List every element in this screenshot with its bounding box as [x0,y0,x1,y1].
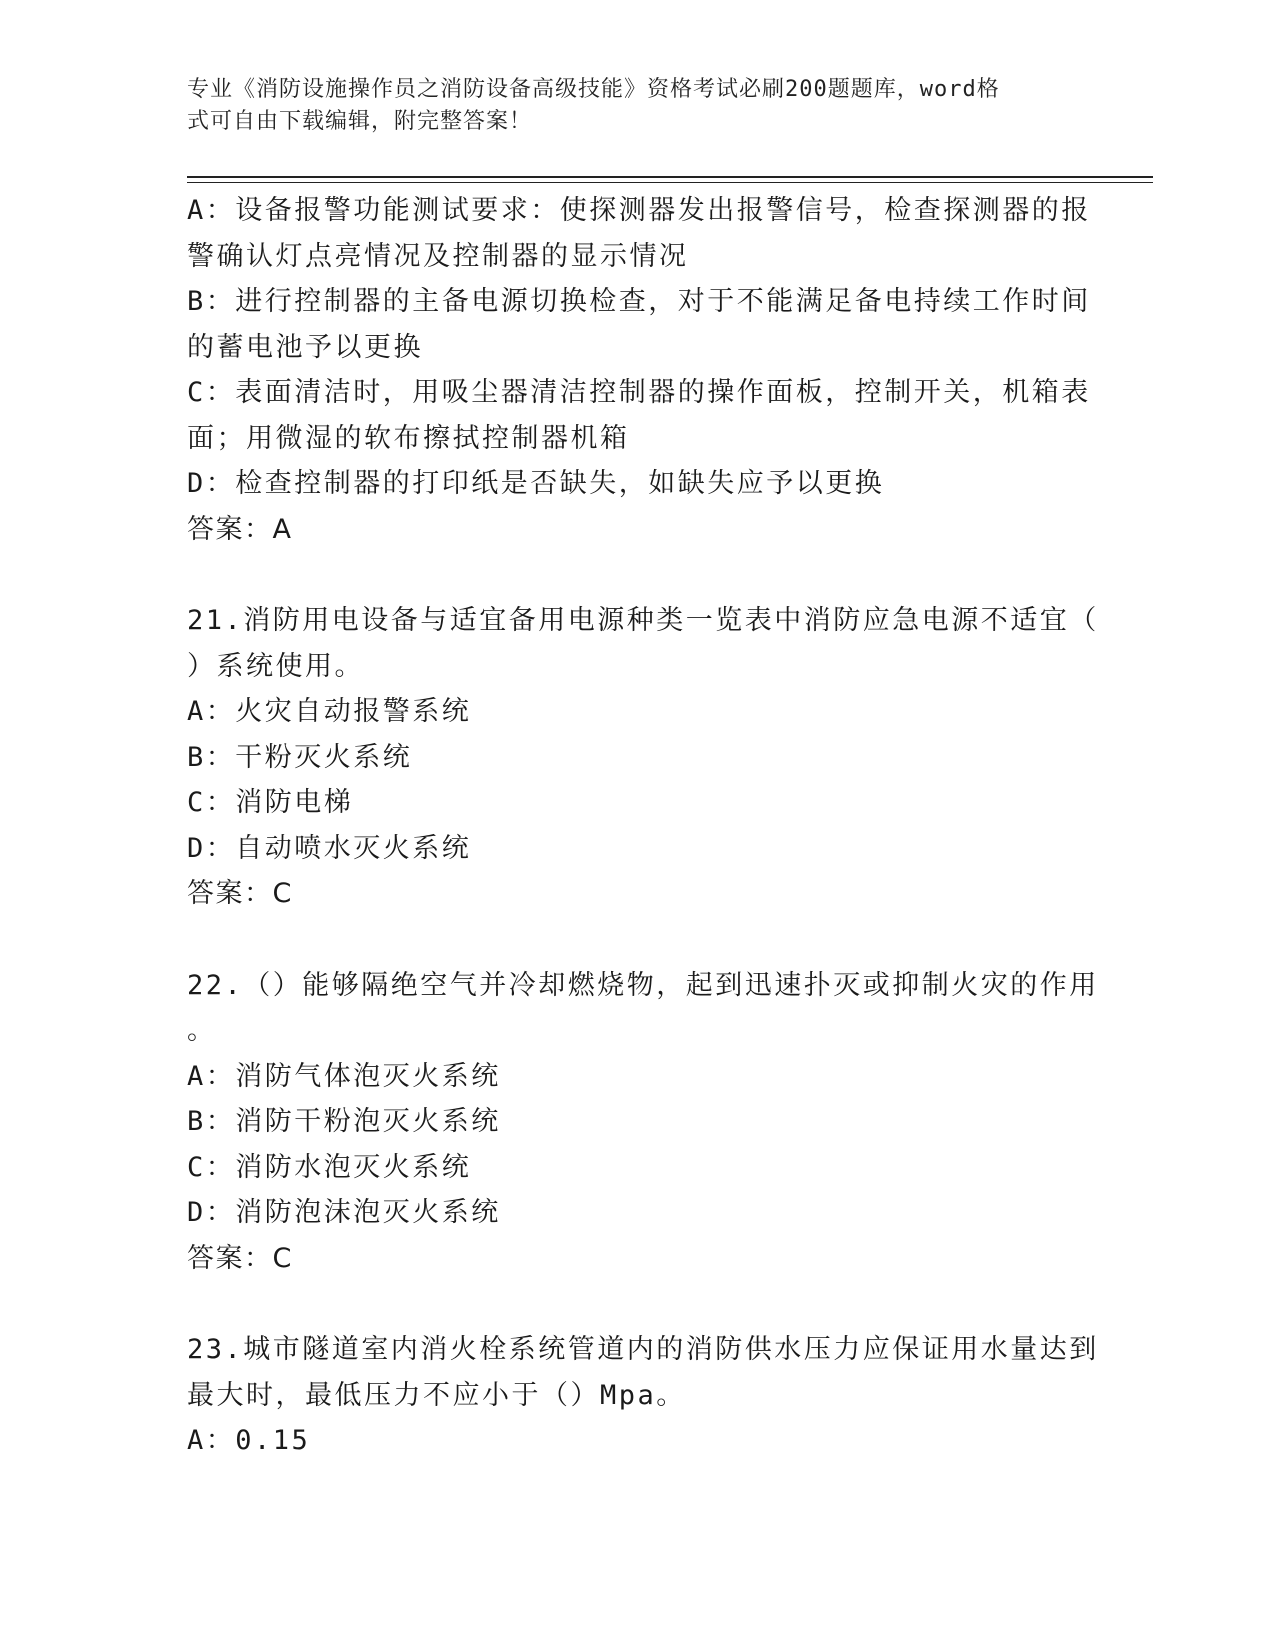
question-stem-line-2: 。 [187,1015,217,1046]
option-d: D：检查控制器的打印纸是否缺失，如缺失应予以更换 [187,468,885,499]
option-b-line-1: B：进行控制器的主备电源切换检查，对于不能满足备电持续工作时间 [187,286,1091,317]
option-c-line-1: C：表面清洁时，用吸尘器清洁控制器的操作面板，控制开关，机箱表 [187,377,1091,408]
question-stem-line-1: 21.消防用电设备与适宜备用电源种类一览表中消防应急电源不适宜（ [187,605,1099,636]
question-22 [187,963,1099,1282]
option-a: A：消防气体泡灭火系统 [187,1060,501,1092]
question-stem-line-2: ）系统使用。 [187,650,364,682]
option-c: C：消防水泡灭火系统 [187,1151,472,1183]
header-divider-thick [187,176,1153,178]
question-21 [187,598,1099,917]
spacer [187,1281,1087,1327]
option-c-line-2: 面；用微湿的软布擦拭控制器机箱 [187,422,630,454]
question-20 [187,188,1091,552]
option-d: D：自动喷水灭火系统 [187,832,472,864]
option-a: A：火灾自动报警系统 [187,696,472,727]
question-stem-line-1: 22.（）能够隔绝空气并冷却燃烧物，起到迅速扑灭或抑制火灾的作用 [187,969,1099,1001]
header-divider-thin [187,182,1153,183]
option-b-line-2: 的蓄电池予以更换 [187,331,423,363]
option-a: A：0.15 [187,1425,311,1456]
question-23 [187,1327,1099,1464]
option-a-line-2: 警确认灯点亮情况及控制器的显示情况 [187,240,689,272]
header-line-2: 式可自由下载编辑，附完整答案！ [187,109,533,134]
option-b: B：干粉灭火系统 [187,741,413,773]
answer: 答案：C [187,1242,293,1274]
option-a-line-1: A：设备报警功能测试要求：使探测器发出报警信号，检查探测器的报 [187,195,1091,226]
answer: 答案：C [187,878,293,909]
question-stem-line-2: 最大时，最低压力不应小于（）Mpa。 [187,1379,686,1411]
option-d: D：消防泡沫泡灭火系统 [187,1197,501,1228]
answer: 答案：A [187,513,293,545]
question-list [187,188,1099,1464]
question-stem-line-1: 23.城市隧道室内消火栓系统管道内的消防供水压力应保证用水量达到 [187,1334,1099,1365]
option-b: B：消防干粉泡灭火系统 [187,1106,501,1137]
option-c: C：消防电梯 [187,787,354,818]
header-line-1: 专业《消防设施操作员之消防设备高级技能》资格考试必刷200题题库，word格 [187,77,1000,102]
spacer [187,552,1087,598]
spacer [187,917,1087,963]
document-header [187,74,1067,138]
